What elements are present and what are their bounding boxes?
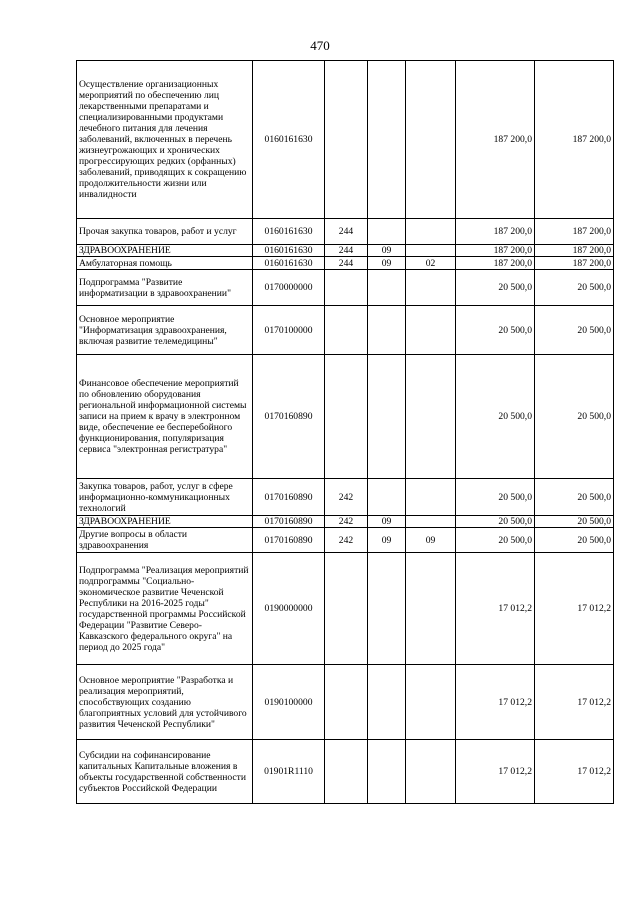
- row-name: Основное мероприятие "Информатизация здравоохранения, включая развитие телемедицины": [77, 306, 253, 355]
- row-expense-type: 242: [325, 516, 368, 528]
- row-section: 09: [368, 245, 406, 257]
- row-amount-1: 17 012,2: [456, 740, 535, 804]
- row-amount-1: 20 500,0: [456, 355, 535, 479]
- table-row: [77, 245, 614, 257]
- row-name: Подпрограмма "Развитие информатизации в здравоохранении": [77, 270, 253, 306]
- row-code: 0170160890: [253, 528, 325, 553]
- row-subsection: [406, 61, 456, 219]
- row-section: 09: [368, 528, 406, 553]
- row-amount-1: 187 200,0: [456, 219, 535, 245]
- row-amount-2: 20 500,0: [535, 479, 614, 516]
- row-subsection: [406, 219, 456, 245]
- row-name: Амбулаторная помощь: [77, 257, 253, 270]
- row-amount-2: 20 500,0: [535, 528, 614, 553]
- table-row: [77, 665, 614, 740]
- table-row: [77, 257, 614, 270]
- row-section: [368, 479, 406, 516]
- row-expense-type: [325, 355, 368, 479]
- row-amount-2: 187 200,0: [535, 257, 614, 270]
- row-code: 0170160890: [253, 479, 325, 516]
- row-amount-2: 17 012,2: [535, 665, 614, 740]
- row-name: Финансовое обеспечение мероприятий по обновлению оборудования региональной информационной системы записи на прием к врачу в электронном виде, обеспечение ее бесперебойного функционирования, популяризация сервиса "электронная регистратура": [77, 355, 253, 479]
- row-subsection: [406, 245, 456, 257]
- table-row: [77, 270, 614, 306]
- row-section: [368, 61, 406, 219]
- row-expense-type: [325, 61, 368, 219]
- row-code: 0160161630: [253, 61, 325, 219]
- row-subsection: [406, 740, 456, 804]
- row-amount-1: 20 500,0: [456, 479, 535, 516]
- table-row: [77, 528, 614, 553]
- row-name: Основное мероприятие "Разработка и реализация мероприятий, способствующих созданию благоприятных условий для устойчивого развития Чеченской Республики": [77, 665, 253, 740]
- row-amount-2: 17 012,2: [535, 740, 614, 804]
- row-section: [368, 270, 406, 306]
- table-row: [77, 61, 614, 219]
- row-name: ЗДРАВООХРАНЕНИЕ: [77, 516, 253, 528]
- row-amount-2: 17 012,2: [535, 553, 614, 665]
- row-amount-2: 20 500,0: [535, 355, 614, 479]
- row-code: 0160161630: [253, 245, 325, 257]
- row-subsection: [406, 479, 456, 516]
- row-name: Прочая закупка товаров, работ и услуг: [77, 219, 253, 245]
- row-amount-1: 187 200,0: [456, 257, 535, 270]
- row-code: 0170160890: [253, 355, 325, 479]
- row-expense-type: 244: [325, 245, 368, 257]
- row-expense-type: [325, 270, 368, 306]
- row-code: 0170100000: [253, 306, 325, 355]
- row-subsection: [406, 665, 456, 740]
- row-name: Закупка товаров, работ, услуг в сфере информационно-коммуникационных технологий: [77, 479, 253, 516]
- row-amount-1: 187 200,0: [456, 245, 535, 257]
- row-amount-1: 20 500,0: [456, 528, 535, 553]
- row-code: 0170160890: [253, 516, 325, 528]
- budget-table: [76, 60, 614, 804]
- row-section: 09: [368, 257, 406, 270]
- row-code: 0190000000: [253, 553, 325, 665]
- row-subsection: 02: [406, 257, 456, 270]
- row-code: 01901R1110: [253, 740, 325, 804]
- row-expense-type: 242: [325, 479, 368, 516]
- row-amount-2: 187 200,0: [535, 61, 614, 219]
- table-row: [77, 740, 614, 804]
- row-section: [368, 553, 406, 665]
- row-section: [368, 665, 406, 740]
- row-amount-2: 187 200,0: [535, 219, 614, 245]
- row-code: 0160161630: [253, 257, 325, 270]
- row-code: 0170000000: [253, 270, 325, 306]
- table-row: [77, 306, 614, 355]
- row-expense-type: [325, 553, 368, 665]
- row-subsection: [406, 270, 456, 306]
- row-amount-2: 20 500,0: [535, 270, 614, 306]
- row-amount-2: 20 500,0: [535, 516, 614, 528]
- row-subsection: [406, 516, 456, 528]
- table-row: [77, 479, 614, 516]
- row-subsection: [406, 306, 456, 355]
- row-expense-type: 242: [325, 528, 368, 553]
- row-expense-type: [325, 306, 368, 355]
- row-amount-1: 17 012,2: [456, 665, 535, 740]
- row-name: Осуществление организационных мероприятий по обеспечению лиц лекарственными препаратами и специализированными продуктами лечебного питания для лечения заболеваний, включенных в перечень жизнеугрожающих и хронических прогрессирующих редких (орфанных) заболеваний, приводящих к сокращению продолжительности жизни или инвалидности: [77, 61, 253, 219]
- row-expense-type: [325, 740, 368, 804]
- row-amount-2: 187 200,0: [535, 245, 614, 257]
- row-amount-1: 17 012,2: [456, 553, 535, 665]
- row-section: [368, 355, 406, 479]
- row-subsection: [406, 553, 456, 665]
- row-amount-1: 20 500,0: [456, 306, 535, 355]
- row-section: [368, 219, 406, 245]
- table-row: [77, 355, 614, 479]
- row-code: 0160161630: [253, 219, 325, 245]
- row-amount-1: 20 500,0: [456, 516, 535, 528]
- row-expense-type: 244: [325, 257, 368, 270]
- table-row: [77, 553, 614, 665]
- row-subsection: [406, 355, 456, 479]
- row-section: 09: [368, 516, 406, 528]
- row-section: [368, 306, 406, 355]
- row-amount-1: 20 500,0: [456, 270, 535, 306]
- row-name: ЗДРАВООХРАНЕНИЕ: [77, 245, 253, 257]
- row-name: Другие вопросы в области здравоохранения: [77, 528, 253, 553]
- page-number: 470: [310, 38, 330, 53]
- table-row: [77, 516, 614, 528]
- row-name: Подпрограмма "Реализация мероприятий подпрограммы "Социально-экономическое развитие Чеченской Республики на 2016-2025 годы" государственной программы Российской Федерации "Развитие Северо-Кавказского федерального округа" на период до 2025 года": [77, 553, 253, 665]
- row-amount-2: 20 500,0: [535, 306, 614, 355]
- row-section: [368, 740, 406, 804]
- row-expense-type: [325, 665, 368, 740]
- row-code: 0190100000: [253, 665, 325, 740]
- row-expense-type: 244: [325, 219, 368, 245]
- row-name: Субсидии на софинансирование капитальных Капитальные вложения в объекты государственной собственности субъектов Российской Федерации: [77, 740, 253, 804]
- row-subsection: 09: [406, 528, 456, 553]
- table-row: [77, 219, 614, 245]
- row-amount-1: 187 200,0: [456, 61, 535, 219]
